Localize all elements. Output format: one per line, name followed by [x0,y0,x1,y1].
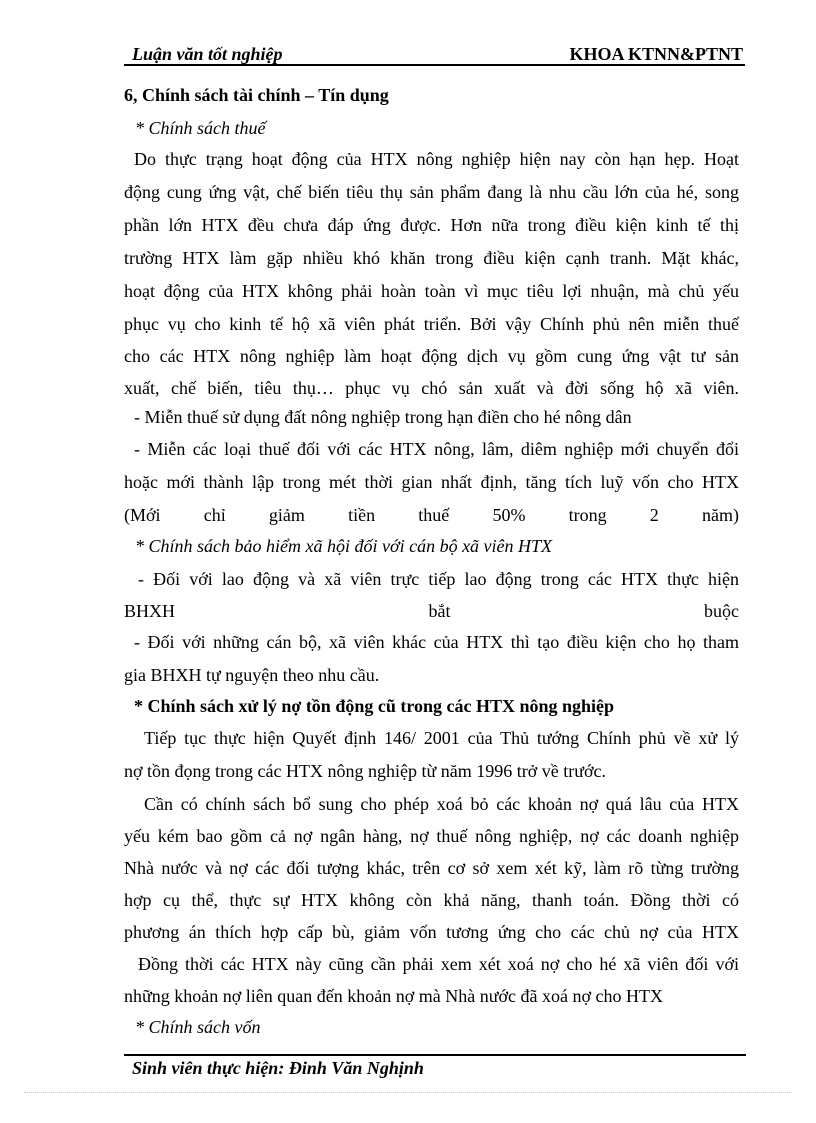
page-footer: Sinh viên thực hiện: Đinh Văn Nghịnh [132,1058,424,1078]
body-line: gia BHXH tự nguyện theo nhu cầu. [124,665,380,685]
list-item: - Miễn thuế sử dụng đất nông nghiệp trong hạn điền cho hé nông dân [134,407,632,427]
body-line: hoạt động của HTX không phải hoàn toàn vì mục tiêu lợi nhuận, mà chủ yếu [124,281,739,301]
body-line: xuất, chế biến, tiêu thụ… phục vụ chó sản xuất và đời sống hộ xã viên. [124,378,739,398]
body-line: Tiếp tục thực hiện Quyết định 146/ 2001 của Thủ tướng Chính phủ về xử lý [144,728,739,748]
subheading-tax-policy: * Chính sách thuế [135,118,266,138]
section-heading: 6, Chính sách tài chính – Tín dụng [124,85,389,105]
body-line: nợ tồn đọng trong các HTX nông nghiệp từ năm 1996 trở về trước. [124,761,606,781]
body-line: phần lớn HTX đều chưa đáp ứng được. Hơn nữa trong điều kiện kinh tế thị [124,215,739,235]
body-line: (Mới chỉ giảm tiền thuế 50% trong 2 năm) [124,505,739,525]
footer-rule [124,1054,746,1056]
subheading-capital-policy: * Chính sách vốn [135,1017,261,1037]
body-line: cho các HTX nông nghiệp làm hoạt động dịch vụ gồm cung ứng vật tư sản [124,346,739,366]
body-line: hợp cụ thể, thực sự HTX không còn khả năng, thanh toán. Đồng thời có [124,890,739,910]
header-rule [124,64,745,66]
body-line: trường HTX làm gặp nhiều khó khăn trong điều kiện cạnh tranh. Mặt khác, [124,248,739,268]
body-line: hoặc mới thành lập trong mét thời gian nhất định, tăng tích luỹ vốn cho HTX [124,472,739,492]
list-item: - Đối với những cán bộ, xã viên khác của HTX thì tạo điều kiện cho họ tham [134,632,739,652]
body-line: Do thực trạng hoạt động của HTX nông nghiệp hiện nay còn hạn hẹp. Hoạt [134,149,739,169]
list-item: - Miễn các loại thuế đối với các HTX nông, lâm, diêm nghiệp mới chuyển đổi [134,439,739,459]
list-item: - Đối với lao động và xã viên trực tiếp lao động trong các HTX thực hiện [138,569,739,589]
header-thesis-title: Luận văn tốt nghiệp [132,44,283,64]
subheading-debt-policy: * Chính sách xử lý nợ tồn động cũ trong các HTX nông nghiệp [134,696,615,716]
body-line: phục vụ cho kinh tế hộ xã viên phát triển. Bởi vậy Chính phủ nên miễn thuế [124,314,739,334]
header-faculty: KHOA KTNN&PTNT [569,44,743,64]
body-line: những khoản nợ liên quan đến khoản nợ mà Nhà nước đã xoá nợ cho HTX [124,986,663,1006]
body-line: Đồng thời các HTX này cũng cần phải xem xét xoá nợ cho hé xã viên đối với [138,954,739,974]
subheading-social-insurance: * Chính sách bảo hiểm xã hội đối với cán bộ xã viên HTX [135,536,553,556]
body-line: Cần có chính sách bổ sung cho phép xoá bỏ các khoản nợ quá lâu của HTX [144,794,739,814]
body-line: động cung ứng vật, chế biến tiêu thụ sản phẩm đang là nhu cầu lớn của hé, song [124,182,739,202]
body-line: yếu kém bao gồm cả nợ ngân hàng, nợ thuế nông nghiệp, nợ các doanh nghiệp [124,826,739,846]
page-edge-divider [24,1092,792,1093]
body-line: Nhà nước và nợ các đối tượng khác, trên cơ sở xem xét kỹ, làm rõ từng trường [124,858,739,878]
body-line: BHXH bắt buộc [124,601,739,621]
page-header [124,44,745,66]
body-line: phương án thích hợp cấp bù, giảm vốn tương ứng cho các chủ nợ của HTX [124,922,739,942]
